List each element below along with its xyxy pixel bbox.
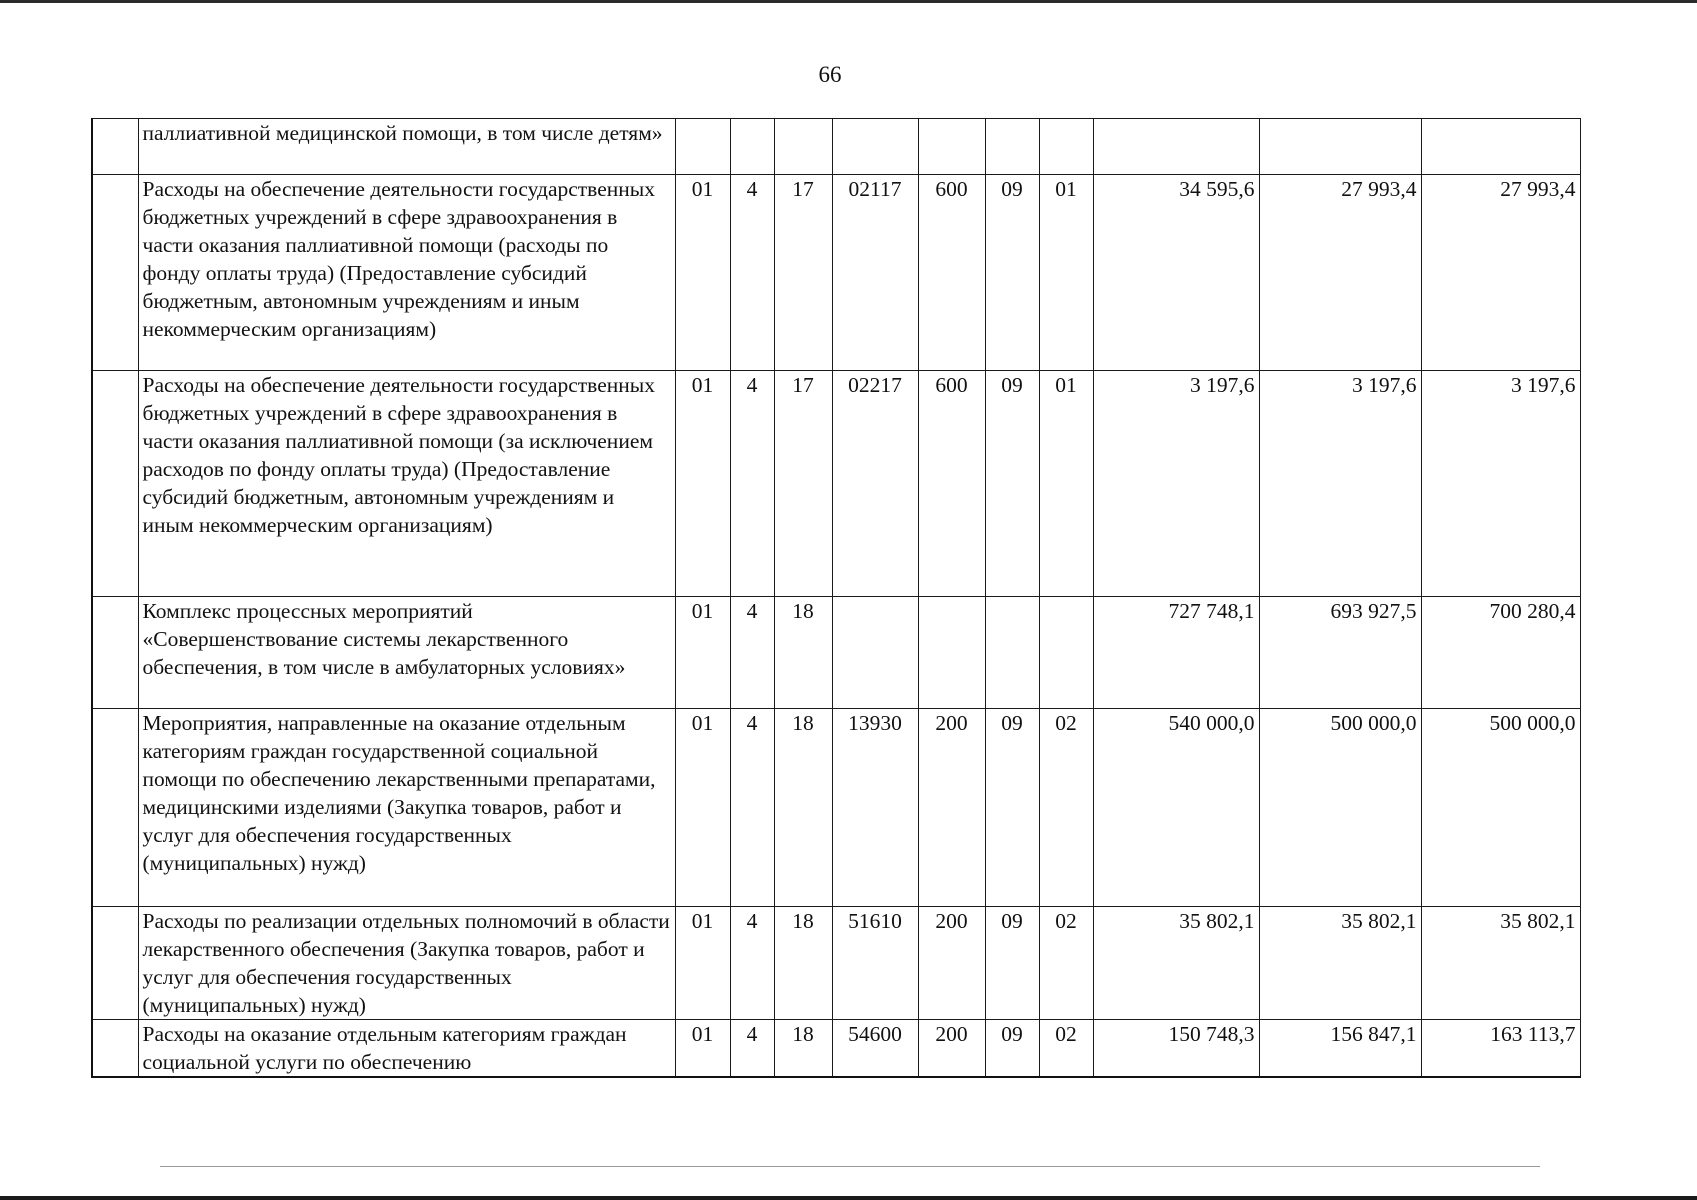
code-cell-6: 09 bbox=[985, 1020, 1039, 1078]
code-cell-4: 02117 bbox=[832, 175, 918, 371]
code-cell-4: 13930 bbox=[832, 709, 918, 907]
code-cell-3: 17 bbox=[774, 371, 832, 597]
code-cell-2: 4 bbox=[730, 1020, 774, 1078]
code-cell-3: 18 bbox=[774, 1020, 832, 1078]
code-cell-5 bbox=[918, 597, 985, 709]
description-cell: Расходы на обеспечение деятельности государственных бюджетных учреждений в сфере здравоохранения в части оказания паллиативной помощи (за исключением расходов по фонду оплаты труда) (Предоставление субсидий бюджетным, автономным учреждениям и иным некоммерческим организациям) bbox=[138, 371, 675, 597]
amount-cell-1: 540 000,0 bbox=[1093, 709, 1259, 907]
table-body bbox=[92, 119, 1580, 1078]
code-cell-2: 4 bbox=[730, 907, 774, 1020]
code-cell-5: 200 bbox=[918, 709, 985, 907]
code-cell-3: 18 bbox=[774, 907, 832, 1020]
code-cell-7: 01 bbox=[1039, 175, 1093, 371]
description-cell: Комплекс процессных мероприятий «Совершенствование системы лекарственного обеспечения, в том числе в амбулаторных условиях» bbox=[138, 597, 675, 709]
amount-cell-1: 3 197,6 bbox=[1093, 371, 1259, 597]
page-number: 66 bbox=[818, 62, 842, 87]
description-cell: Расходы на оказание отдельным категориям граждан социальной услуги по обеспечению bbox=[138, 1020, 675, 1078]
code-cell-1 bbox=[675, 119, 730, 175]
code-cell-4 bbox=[832, 119, 918, 175]
amount-cell-2: 500 000,0 bbox=[1259, 709, 1421, 907]
row-number-cell bbox=[92, 119, 138, 175]
table-row bbox=[92, 597, 1580, 709]
code-cell-2: 4 bbox=[730, 709, 774, 907]
code-cell-7: 01 bbox=[1039, 371, 1093, 597]
code-cell-4: 54600 bbox=[832, 1020, 918, 1078]
code-cell-1: 01 bbox=[675, 1020, 730, 1078]
code-cell-1: 01 bbox=[675, 371, 730, 597]
code-cell-5: 200 bbox=[918, 907, 985, 1020]
amount-cell-1: 150 748,3 bbox=[1093, 1020, 1259, 1078]
amount-cell-1: 35 802,1 bbox=[1093, 907, 1259, 1020]
code-cell-5: 600 bbox=[918, 371, 985, 597]
row-number-cell bbox=[92, 371, 138, 597]
code-cell-3: 18 bbox=[774, 709, 832, 907]
code-cell-7: 02 bbox=[1039, 907, 1093, 1020]
code-cell-4: 02217 bbox=[832, 371, 918, 597]
bottom-scan-line bbox=[160, 1166, 1540, 1167]
code-cell-1: 01 bbox=[675, 907, 730, 1020]
code-cell-3: 18 bbox=[774, 597, 832, 709]
amount-cell-1: 34 595,6 bbox=[1093, 175, 1259, 371]
code-cell-2: 4 bbox=[730, 371, 774, 597]
code-cell-5: 200 bbox=[918, 1020, 985, 1078]
amount-cell-3: 500 000,0 bbox=[1421, 709, 1580, 907]
code-cell-7: 02 bbox=[1039, 709, 1093, 907]
amount-cell-2: 27 993,4 bbox=[1259, 175, 1421, 371]
amount-cell-3: 3 197,6 bbox=[1421, 371, 1580, 597]
code-cell-4: 51610 bbox=[832, 907, 918, 1020]
row-number-cell bbox=[92, 175, 138, 371]
description-cell: Мероприятия, направленные на оказание отдельным категориям граждан государственной социальной помощи по обеспечению лекарственными препаратами, медицинскими изделиями (Закупка товаров, работ и услуг для обеспечения государственных (муниципальных) нужд) bbox=[138, 709, 675, 907]
amount-cell-3: 163 113,7 bbox=[1421, 1020, 1580, 1078]
amount-cell-3: 27 993,4 bbox=[1421, 175, 1580, 371]
amount-cell-1 bbox=[1093, 119, 1259, 175]
code-cell-6: 09 bbox=[985, 175, 1039, 371]
code-cell-1: 01 bbox=[675, 175, 730, 371]
description-cell: паллиативной медицинской помощи, в том числе детям» bbox=[138, 119, 675, 175]
page-bottom-edge bbox=[0, 1196, 1697, 1200]
description-cell: Расходы на обеспечение деятельности государственных бюджетных учреждений в сфере здравоохранения в части оказания паллиативной помощи (расходы по фонду оплаты труда) (Предоставление субсидий бюджетным, автономным учреждениям и иным некоммерческим организациям) bbox=[138, 175, 675, 371]
row-number-cell bbox=[92, 907, 138, 1020]
code-cell-6: 09 bbox=[985, 371, 1039, 597]
code-cell-2 bbox=[730, 119, 774, 175]
budget-table bbox=[91, 118, 1581, 1078]
row-number-cell bbox=[92, 597, 138, 709]
code-cell-2: 4 bbox=[730, 597, 774, 709]
row-number-cell bbox=[92, 1020, 138, 1078]
amount-cell-3 bbox=[1421, 119, 1580, 175]
amount-cell-2 bbox=[1259, 119, 1421, 175]
code-cell-3: 17 bbox=[774, 175, 832, 371]
code-cell-5 bbox=[918, 119, 985, 175]
amount-cell-2: 35 802,1 bbox=[1259, 907, 1421, 1020]
code-cell-6 bbox=[985, 119, 1039, 175]
table-row bbox=[92, 709, 1580, 907]
code-cell-1: 01 bbox=[675, 597, 730, 709]
table-row bbox=[92, 119, 1580, 175]
code-cell-3 bbox=[774, 119, 832, 175]
code-cell-6: 09 bbox=[985, 709, 1039, 907]
description-cell: Расходы по реализации отдельных полномочий в области лекарственного обеспечения (Закупка товаров, работ и услуг для обеспечения государственных (муниципальных) нужд) bbox=[138, 907, 675, 1020]
code-cell-7 bbox=[1039, 597, 1093, 709]
table-row bbox=[92, 1020, 1580, 1078]
amount-cell-2: 3 197,6 bbox=[1259, 371, 1421, 597]
table-row bbox=[92, 175, 1580, 371]
amount-cell-1: 727 748,1 bbox=[1093, 597, 1259, 709]
page-top-edge bbox=[0, 0, 1697, 3]
amount-cell-2: 156 847,1 bbox=[1259, 1020, 1421, 1078]
code-cell-6: 09 bbox=[985, 907, 1039, 1020]
amount-cell-2: 693 927,5 bbox=[1259, 597, 1421, 709]
code-cell-1: 01 bbox=[675, 709, 730, 907]
row-number-cell bbox=[92, 709, 138, 907]
code-cell-7: 02 bbox=[1039, 1020, 1093, 1078]
code-cell-2: 4 bbox=[730, 175, 774, 371]
code-cell-6 bbox=[985, 597, 1039, 709]
code-cell-5: 600 bbox=[918, 175, 985, 371]
table-row bbox=[92, 371, 1580, 597]
code-cell-4 bbox=[832, 597, 918, 709]
code-cell-7 bbox=[1039, 119, 1093, 175]
amount-cell-3: 700 280,4 bbox=[1421, 597, 1580, 709]
amount-cell-3: 35 802,1 bbox=[1421, 907, 1580, 1020]
table-row bbox=[92, 907, 1580, 1020]
